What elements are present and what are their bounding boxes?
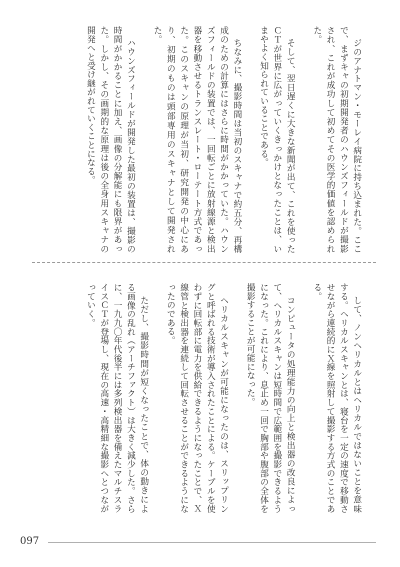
section-divider [32,262,376,263]
paragraph: ただし、撮影時間が短くなったことで、体の動きによる画像の乱れ（アーチファクト）は大きく減少した。さらに、一九九〇年代後半には多列検出器を備えたマルチスライスＣＴが登場し、現在の高速・高精細な撮影へとつながっていく。 [85,283,149,513]
paragraph: ヘリカルスキャンが可能になったのは、スリップリングと呼ばれる技術が導入されたことによる。ケーブルを使わずに回転部に電力を供給できるようになったことで、Ｘ線管と検出器を連続して回転させることができるようになったのである。 [165,283,229,513]
paragraph: ハウンズフィールドが開発した最初の装置は、撮影の時間がかかることに加え、画像の分解能にも限界があった。しかし、その画期的な原理は後の全身用スキャナの開発へと受け継がれていくことになる。 [85,26,136,253]
paragraph: そして、翌日遅くに大きな新聞が出て、これを使ったＣＴが世界に広がっていくきっかけとなったことは、いまやよく知られていることである。 [258,26,296,253]
paragraph: して、ノンヘリカルとはヘリカルではないことを意味する。ヘリカルスキャンとは、寝台を一定の速度で移動させながら連続的にＸ線を照射して撮影する方式のことである。 [311,283,362,513]
top-text-block [40,26,376,253]
paragraph: コンピュータの処理能力の向上と検出器の改良によって、ヘリカルスキャンは短時間で広範囲を撮影できるようになった。これにより、息止め一回で胸部や腹部の全体を撮影することが可能になった。 [245,283,296,513]
footer-rule [48,542,376,543]
paragraph: ちなみに、撮影時間は当初のスキャナで約五分、再構成のための計算にはさらに時間がかかっていた。ハウンズフィールドの装置では、一回転ごとに放射線源と検出器を移動させるトランスレート・ローテート方式であった。このスキャンの原理が当初、研究開発の中心にあり、初期のものは頭部専用のスキャナとして開発された。 [152,26,242,253]
paragraph: ジのアナトマン・モーレイ病院に持ち込まれた。ここで、まずキャの初期開発者のハウンズフィールドが撮影され、これが成功して初めてその医学的価値を認められた。 [311,26,362,253]
bottom-text-block [40,283,376,513]
page-number: 097 [20,536,40,547]
